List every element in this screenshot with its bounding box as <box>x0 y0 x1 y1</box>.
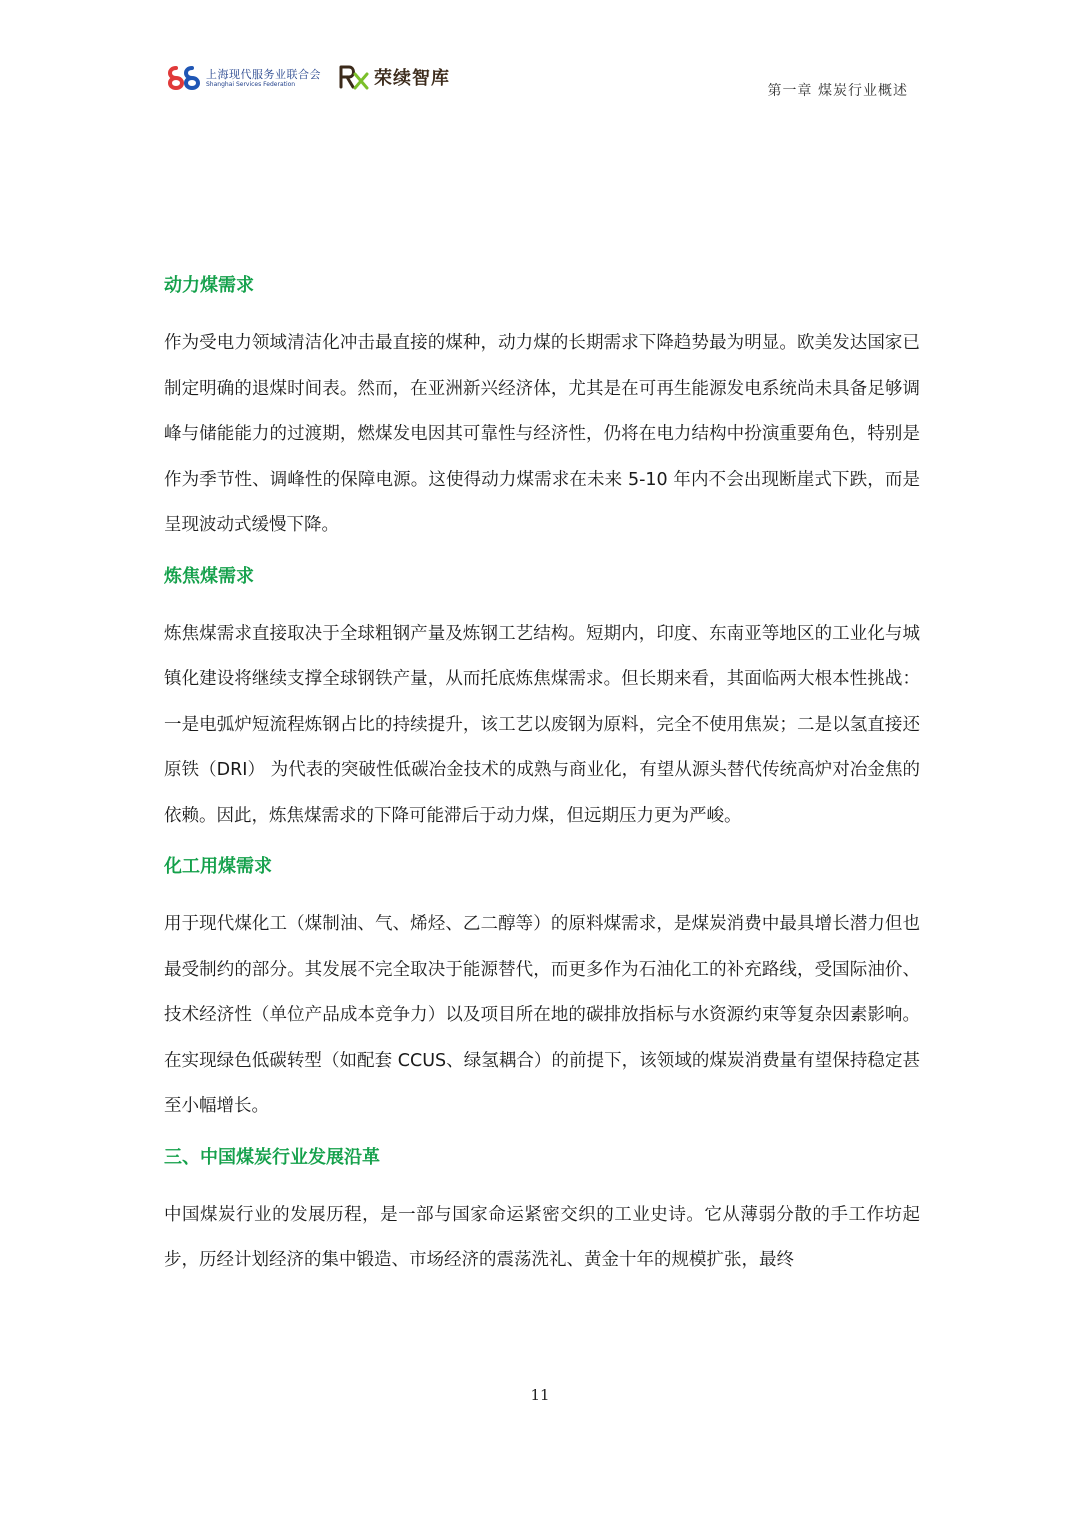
main-content <box>164 270 920 1284</box>
chapter-title: 第一章 煤炭行业概述 <box>767 83 908 99</box>
ssf-logo <box>166 64 321 92</box>
org-name-en: Shanghai Services Federation <box>206 80 296 88</box>
section-heading-coking-coal: 炼焦煤需求 <box>164 565 254 587</box>
page-number: 11 <box>530 1386 550 1404</box>
think-tank-name: 荣续智库 <box>374 68 450 89</box>
section-heading-chemical-coal: 化工用煤需求 <box>164 856 272 877</box>
section-heading-history: 三、中国煤炭行业发展沿革 <box>164 1146 380 1168</box>
ssf-logo-text <box>206 69 321 88</box>
section-heading-thermal-coal: 动力煤需求 <box>164 275 254 296</box>
section-paragraph-history: 中国煤炭行业的发展历程，是一部与国家命运紧密交织的工业史诗。它从薄弱分散的手工作坊起步，历经计划经济的集中锻造、市场经济的震荡洗礼、黄金十年的规模扩张，最终 <box>164 1204 920 1270</box>
page-header <box>0 0 1080 110</box>
section-paragraph-thermal-coal: 作为受电力领域清洁化冲击最直接的煤种，动力煤的长期需求下降趋势最为明显。欧美发达国家已制定明确的退煤时间表。然而，在亚洲新兴经济体，尤其是在可再生能源发电系统尚未具备足够调峰与储能能力的过渡期，燃煤发电因其可靠性与经济性，仍将在电力结构中扮演重要角色，特别是作为季节性、调峰性的保障电源。这使得动力煤需求在未来 5-10 年内不会出现断崖式下跌，而是呈现波动式缓慢下降。 <box>164 333 920 535</box>
org-name-cn: 上海现代服务业联合会 <box>206 67 321 81</box>
section-paragraph-coking-coal: 炼焦煤需求直接取决于全球粗钢产量及炼钢工艺结构。短期内，印度、东南亚等地区的工业化与城镇化建设将继续支撑全球钢铁产量，从而托底炼焦煤需求。但长期来看，其面临两大根本性挑战：一是电弧炉短流程炼钢占比的持续提升，该工艺以废钢为原料，完全不使用焦炭；二是以氢直接还原铁（DRI） 为代表的突破性低碳冶金技术的成熟与商业化，有望从源头替代传统高炉对冶金焦的依赖。因此，炼焦煤需求的下降可能滞后于动力煤，但远期压力更为严峻。 <box>164 623 920 826</box>
rx-logo <box>338 64 450 90</box>
ssf-logo-icon <box>166 64 202 92</box>
rx-logo-icon <box>338 64 370 90</box>
section-paragraph-chemical-coal: 用于现代煤化工（煤制油、气、烯烃、乙二醇等）的原料煤需求，是煤炭消费中最具增长潜力但也最受制约的部分。其发展不完全取决于能源替代，而更多作为石油化工的补充路线，受国际油价、技术经济性（单位产品成本竞争力）以及项目所在地的碳排放指标与水资源约束等复杂因素影响。在实现绿色低碳转型（如配套 CCUS、绿氢耦合）的前提下，该领域的煤炭消费量有望保持稳定甚至小幅增长。 <box>164 914 920 1116</box>
